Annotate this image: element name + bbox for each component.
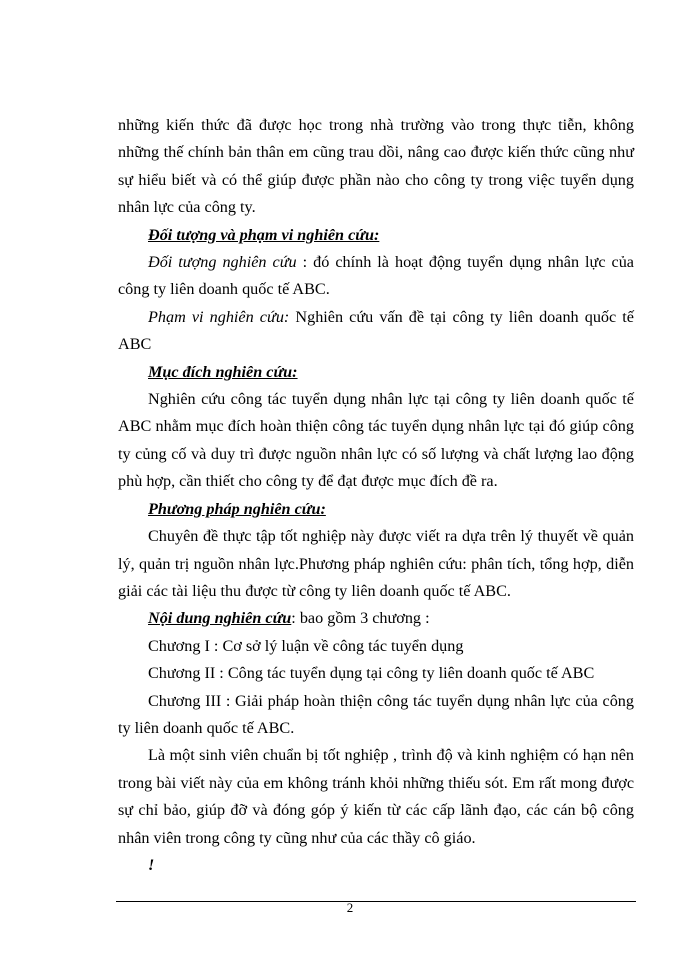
purpose-heading	[118, 359, 634, 386]
method-heading	[118, 496, 634, 523]
method-paragraph: Chuyên đề thực tập tốt nghiệp này được viết ra dựa trên lý thuyết về quản lý, quản trị nguồn nhân lực.Phương pháp nghiên cứu: phân tích, tổng hợp, diễn giải các tài liệu thu được từ công ty liên doanh quốc tế ABC.	[118, 527, 634, 600]
chapter-item: Chương III : Giải pháp hoàn thiện công tác tuyển dụng nhân lực của công ty liên doanh quốc tế ABC.	[118, 691, 634, 737]
purpose-heading-text: Mục đích nghiên cứu:	[148, 362, 298, 381]
closing-paragraph: Là một sinh viên chuẩn bị tốt nghiệp , trình độ và kinh nghiệm có hạn nên trong bài viết này của em không tránh khỏi những thiếu sót. Em rất mong được sự chỉ bảo, giúp đỡ và đóng góp ý kiến từ các cấp lãnh đạo, các cán bộ công nhân viên trong công ty cũng như của các thầy cô giáo.	[118, 746, 634, 847]
range-paragraph	[118, 304, 634, 359]
object-paragraph	[118, 249, 634, 304]
content-text: : bao gồm 3 chương :	[291, 609, 430, 628]
chapter-item: Chương II : Công tác tuyển dụng tại công ty liên doanh quốc tế ABC	[148, 664, 595, 683]
object-label: Đối tượng nghiên cứu	[148, 253, 297, 272]
content-paragraph	[118, 605, 634, 632]
scope-heading	[118, 222, 634, 249]
content-label: Nội dung nghiên cứu	[148, 609, 292, 628]
chapter-item: Chương I : Cơ sở lý luận về công tác tuyển dụng	[148, 636, 464, 655]
scope-heading-text: Đối tượng và phạm vi nghiên cứu:	[148, 225, 380, 244]
range-label: Phạm vi nghiên cứu:	[148, 307, 290, 326]
page-number: 2	[346, 900, 354, 915]
method-heading-text: Phương pháp nghiên cứu:	[148, 499, 326, 518]
exclamation-mark: !	[148, 855, 155, 874]
closing-mark	[118, 852, 634, 879]
range-text: Nghiên cứu vấn đề tại công ty liên doanh quốc tế ABC	[118, 307, 634, 354]
purpose-paragraph: Nghiên cứu công tác tuyển dụng nhân lực tại công ty liên doanh quốc tế ABC nhằm mục đích hoàn thiện công tác tuyển dụng nhân lực tại đó giúp công ty củng cố và duy trì được nguồn nhân lực có số lượng và chất lượng lao động phù hợp, cần thiết cho công ty để đạt được mục đích đề ra.	[118, 390, 634, 491]
document-body	[118, 112, 634, 879]
intro-paragraph: những kiến thức đã được học trong nhà trường vào trong thực tiễn, không những thế chính bản thân em cũng trau dồi, nâng cao được kiến thức cũng như sự hiểu biết và có thể giúp được phần nào cho công ty trong việc tuyển dụng nhân lực của công ty.	[118, 116, 634, 217]
object-text: : đó chính là hoạt động tuyển dụng nhân lực của công ty liên doanh quốc tế ABC.	[118, 253, 634, 299]
